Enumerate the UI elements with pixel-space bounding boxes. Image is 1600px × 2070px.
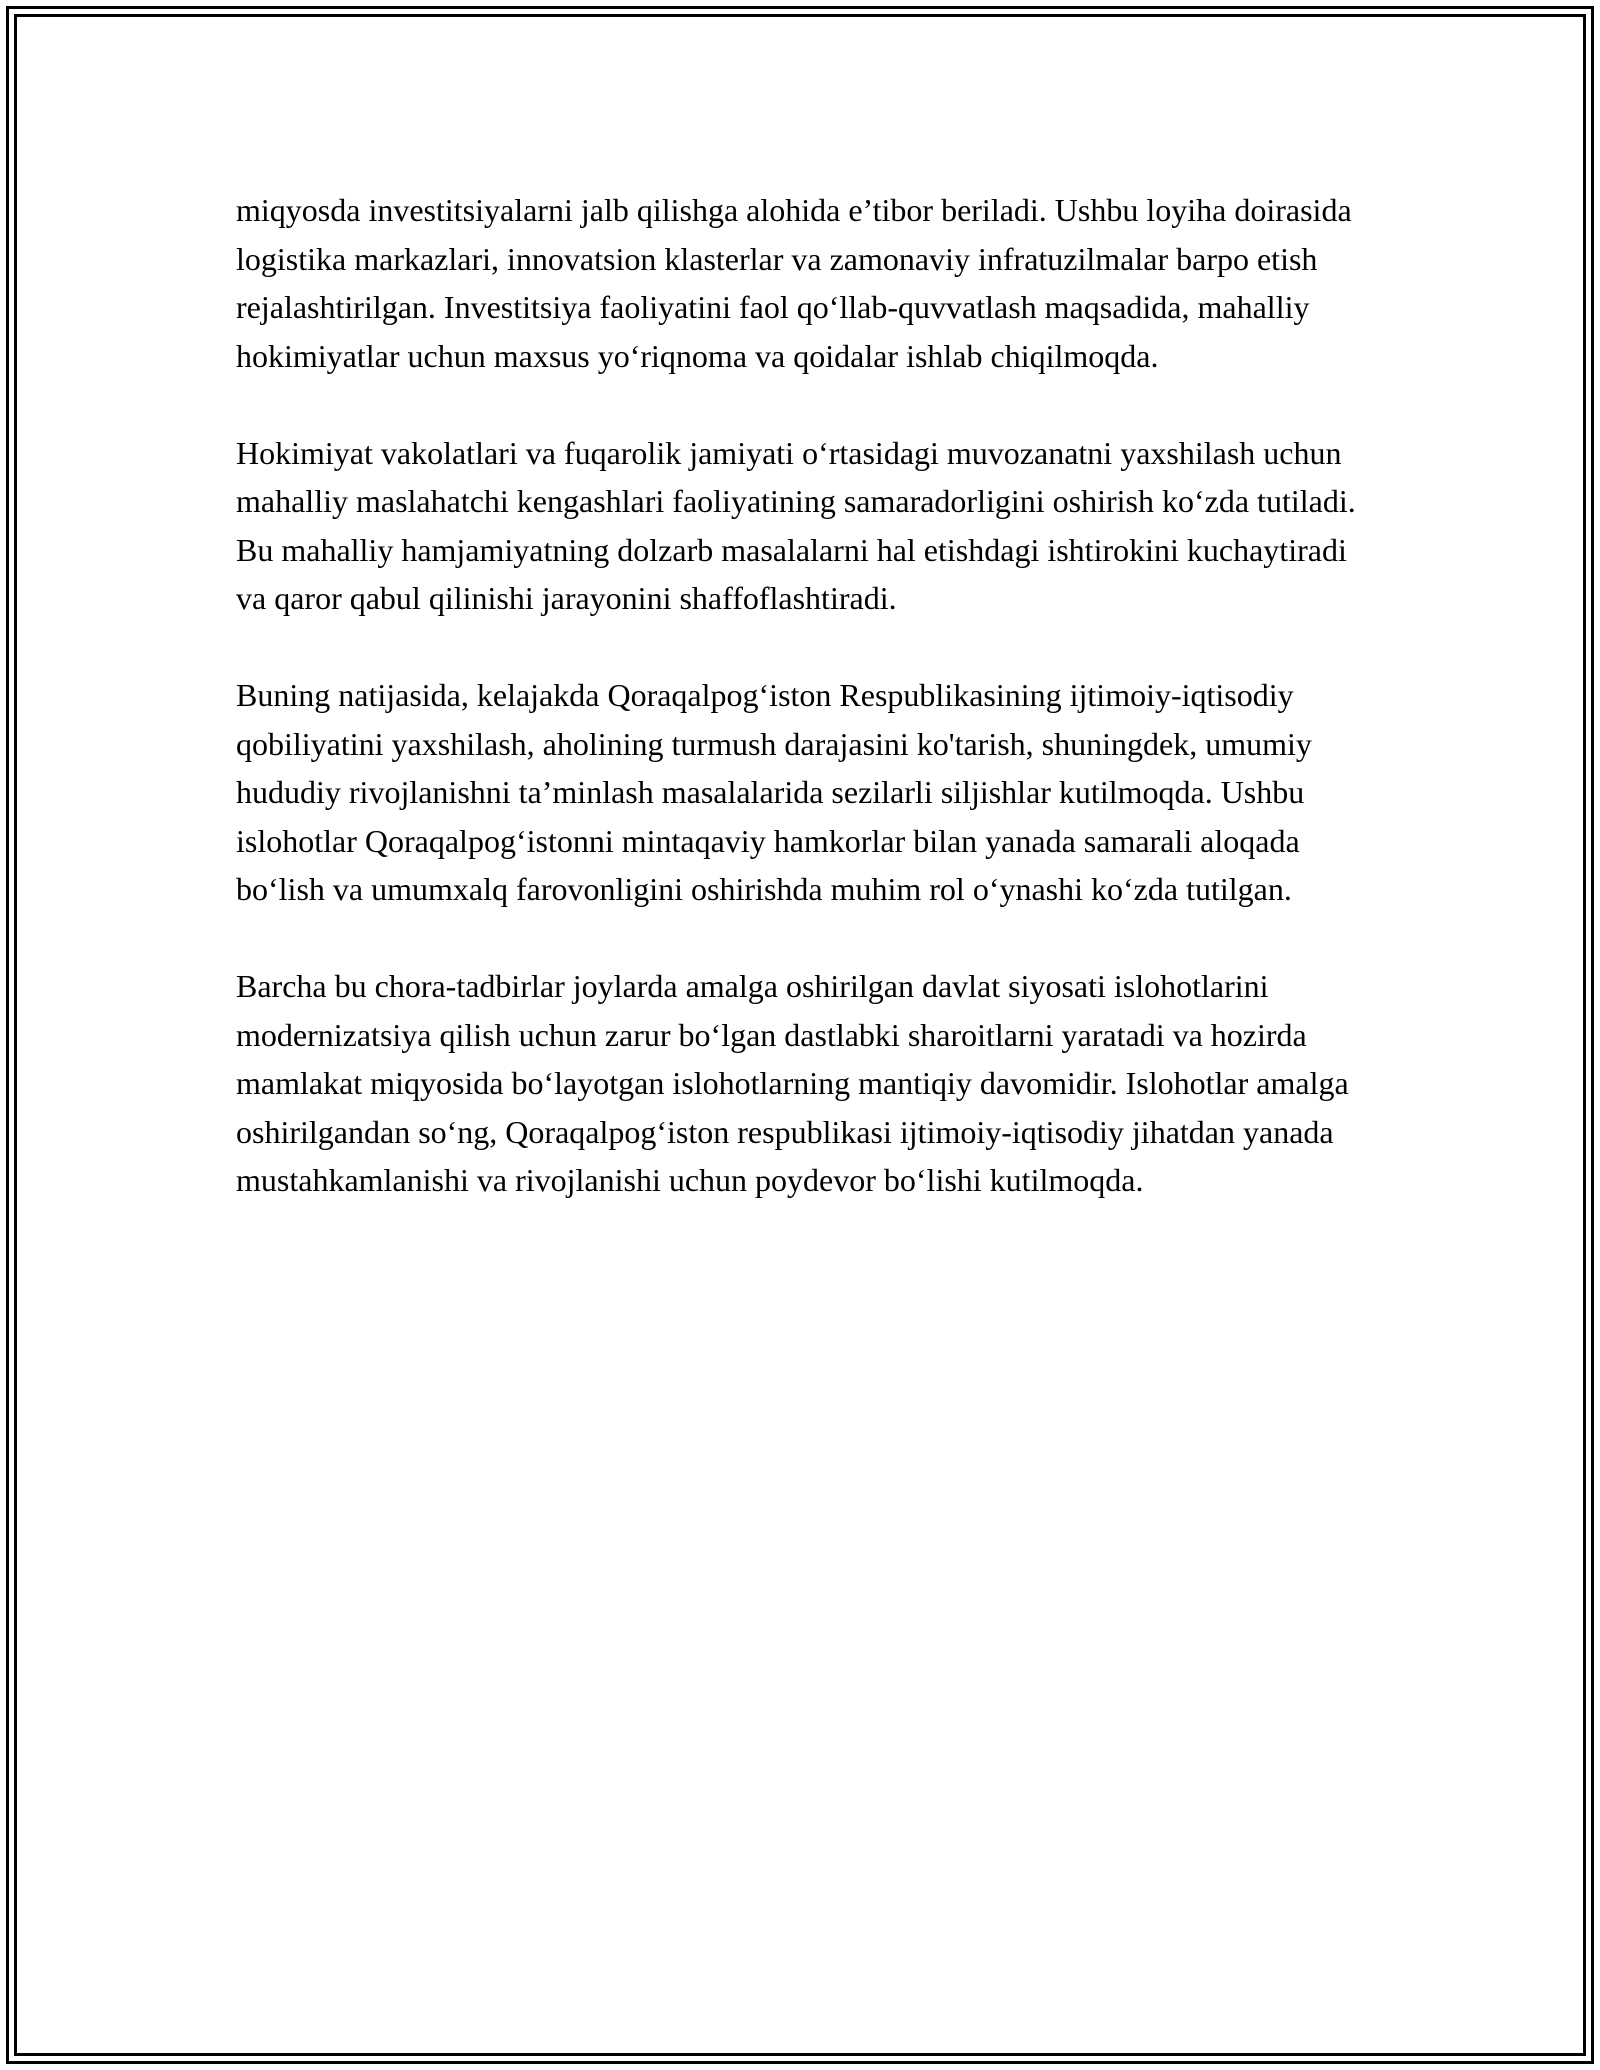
paragraph: Buning natijasida, kelajakda Qoraqalpog‘iston Respublikasining ijtimoiy-iqtisodiy qobiliyatini yaxshilash, aholining turmush darajasini ko'tarish, shuningdek, umumiy hududiy rivojlanishni ta’minlash masalalarida sezilarli siljishlar kutilmoqda. Ushbu islohotlar Qoraqalpog‘istonni mintaqaviy hamkorlar bilan yanada samarali aloqada bo‘lish va umumxalq farovonligini oshirishda muhim rol o‘ynashi ko‘zda tutilgan. <box>236 677 1312 907</box>
document-body <box>236 186 1376 1253</box>
paragraph: miqyosda investitsiyalarni jalb qilishga alohida e’tibor beriladi. Ushbu loyiha doirasida logistika markazlari, innovatsion klasterlar va zamonaviy infratuzilmalar barpo etish rejalashtirilgan. Investitsiya faoliyatini faol qo‘llab-quvvatlash maqsadida, mahalliy hokimiyatlar uchun maxsus yo‘riqnoma va qoidalar ishlab chiqilmoqda. <box>236 192 1352 374</box>
paragraph: Barcha bu chora-tadbirlar joylarda amalga oshirilgan davlat siyosati islohotlarini modernizatsiya qilish uchun zarur bo‘lgan dastlabki sharoitlarni yaratadi va hozirda mamlakat miqyosida bo‘layotgan islohotlarning mantiqiy davomidir. Islohotlar amalga oshirilgandan so‘ng, Qoraqalpog‘iston respublikasi ijtimoiy-iqtisodiy jihatdan yanada mustahkamlanishi va rivojlanishi uchun poydevor bo‘lishi kutilmoqda. <box>236 968 1349 1198</box>
paragraph: Hokimiyat vakolatlari va fuqarolik jamiyati o‘rtasidagi muvozanatni yaxshilash uchun mahalliy maslahatchi kengashlari faoliyatining samaradorligini oshirish ko‘zda tutiladi. Bu mahalliy hamjamiyatning dolzarb masalalarni hal etishdagi ishtirokini kuchaytiradi va qaror qabul qilinishi jarayonini shaffoflashtiradi. <box>236 434 1356 616</box>
